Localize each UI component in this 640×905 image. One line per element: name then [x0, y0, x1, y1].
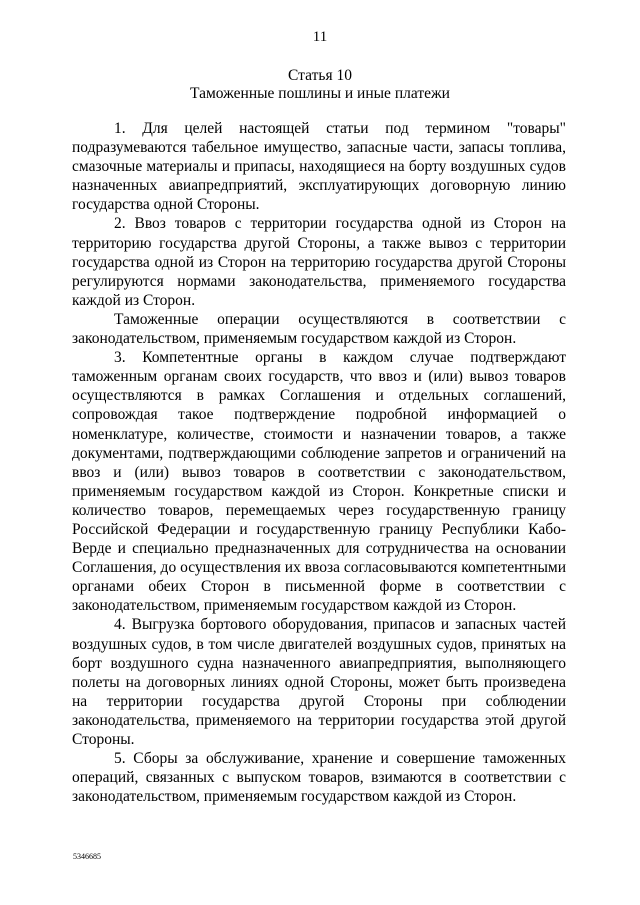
page-number: 11	[312, 29, 328, 45]
paragraph-1: 1. Для целей настоящей статьи под термином "товары" подразумеваются табельное имущество, запасные части, запасы топлива, смазочные материалы и припасы, находящиеся на борту воздушных судов назначенных авиапредприятий, эксплуатирующих договорную линию государства одной Стороны.	[72, 120, 566, 214]
article-subtitle: Таможенные пошлины и иные платежи	[190, 85, 450, 102]
article-body	[72, 119, 566, 806]
paragraph-3: 3. Компетентные органы в каждом случае подтверждают таможенным органам своих государств, что ввоз и (или) вывоз товаров осуществляются в рамках Соглашения и отдельных соглашений, сопровождая такое подтверждение подробной информацией о номенклатуре, количестве, стоимости и назначении товаров, а также документами, подтверждающими соблюдение запретов и ограничений на ввоз и (или) вывоз товаров в соответствии с законодательством, применяемым государством каждой из Сторон. Конкретные списки и количество товаров, перемещаемых через государственную границу Российской Федерации и государственную границу Республики Кабо-Верде и специально предназначенных для сотрудничества на основании Соглашения, до осуществления их ввоза согласовываются компетентными органами обеих Сторон в письменной форме в соответствии с законодательством, применяемым государством каждой из Сторон.	[72, 349, 566, 615]
article-title: Статья 10	[288, 67, 352, 84]
paragraph-4: 4. Выгрузка бортового оборудования, припасов и запасных частей воздушных судов, в том числе двигателей воздушных судов, принятых на борт воздушного судна назначенного авиапредприятия, выполняющего полеты на договорных линиях одной Стороны, может быть произведена на территории государства другой Стороны при соблюдении законодательства, применяемого на территории государства этой другой Стороны.	[72, 616, 566, 748]
paragraph-2-continuation: Таможенные операции осуществляются в соответствии с законодательством, применяемым государством каждой из Сторон.	[72, 310, 566, 348]
paragraph-2: 2. Ввоз товаров с территории государства одной из Сторон на территорию государства другой Стороны, а также вывоз с территории государства одной из Сторон на территорию государства другой Стороны регулируются нормами законодательства, применяемого государства каждой из Сторон.	[72, 215, 566, 309]
document-code: 5346685	[73, 852, 101, 861]
paragraph-5: 5. Сборы за обслуживание, хранение и совершение таможенных операций, связанных с выпуском товаров, взимаются в соответствии с законодательством, применяемым государством каждой из Сторон.	[72, 750, 566, 806]
